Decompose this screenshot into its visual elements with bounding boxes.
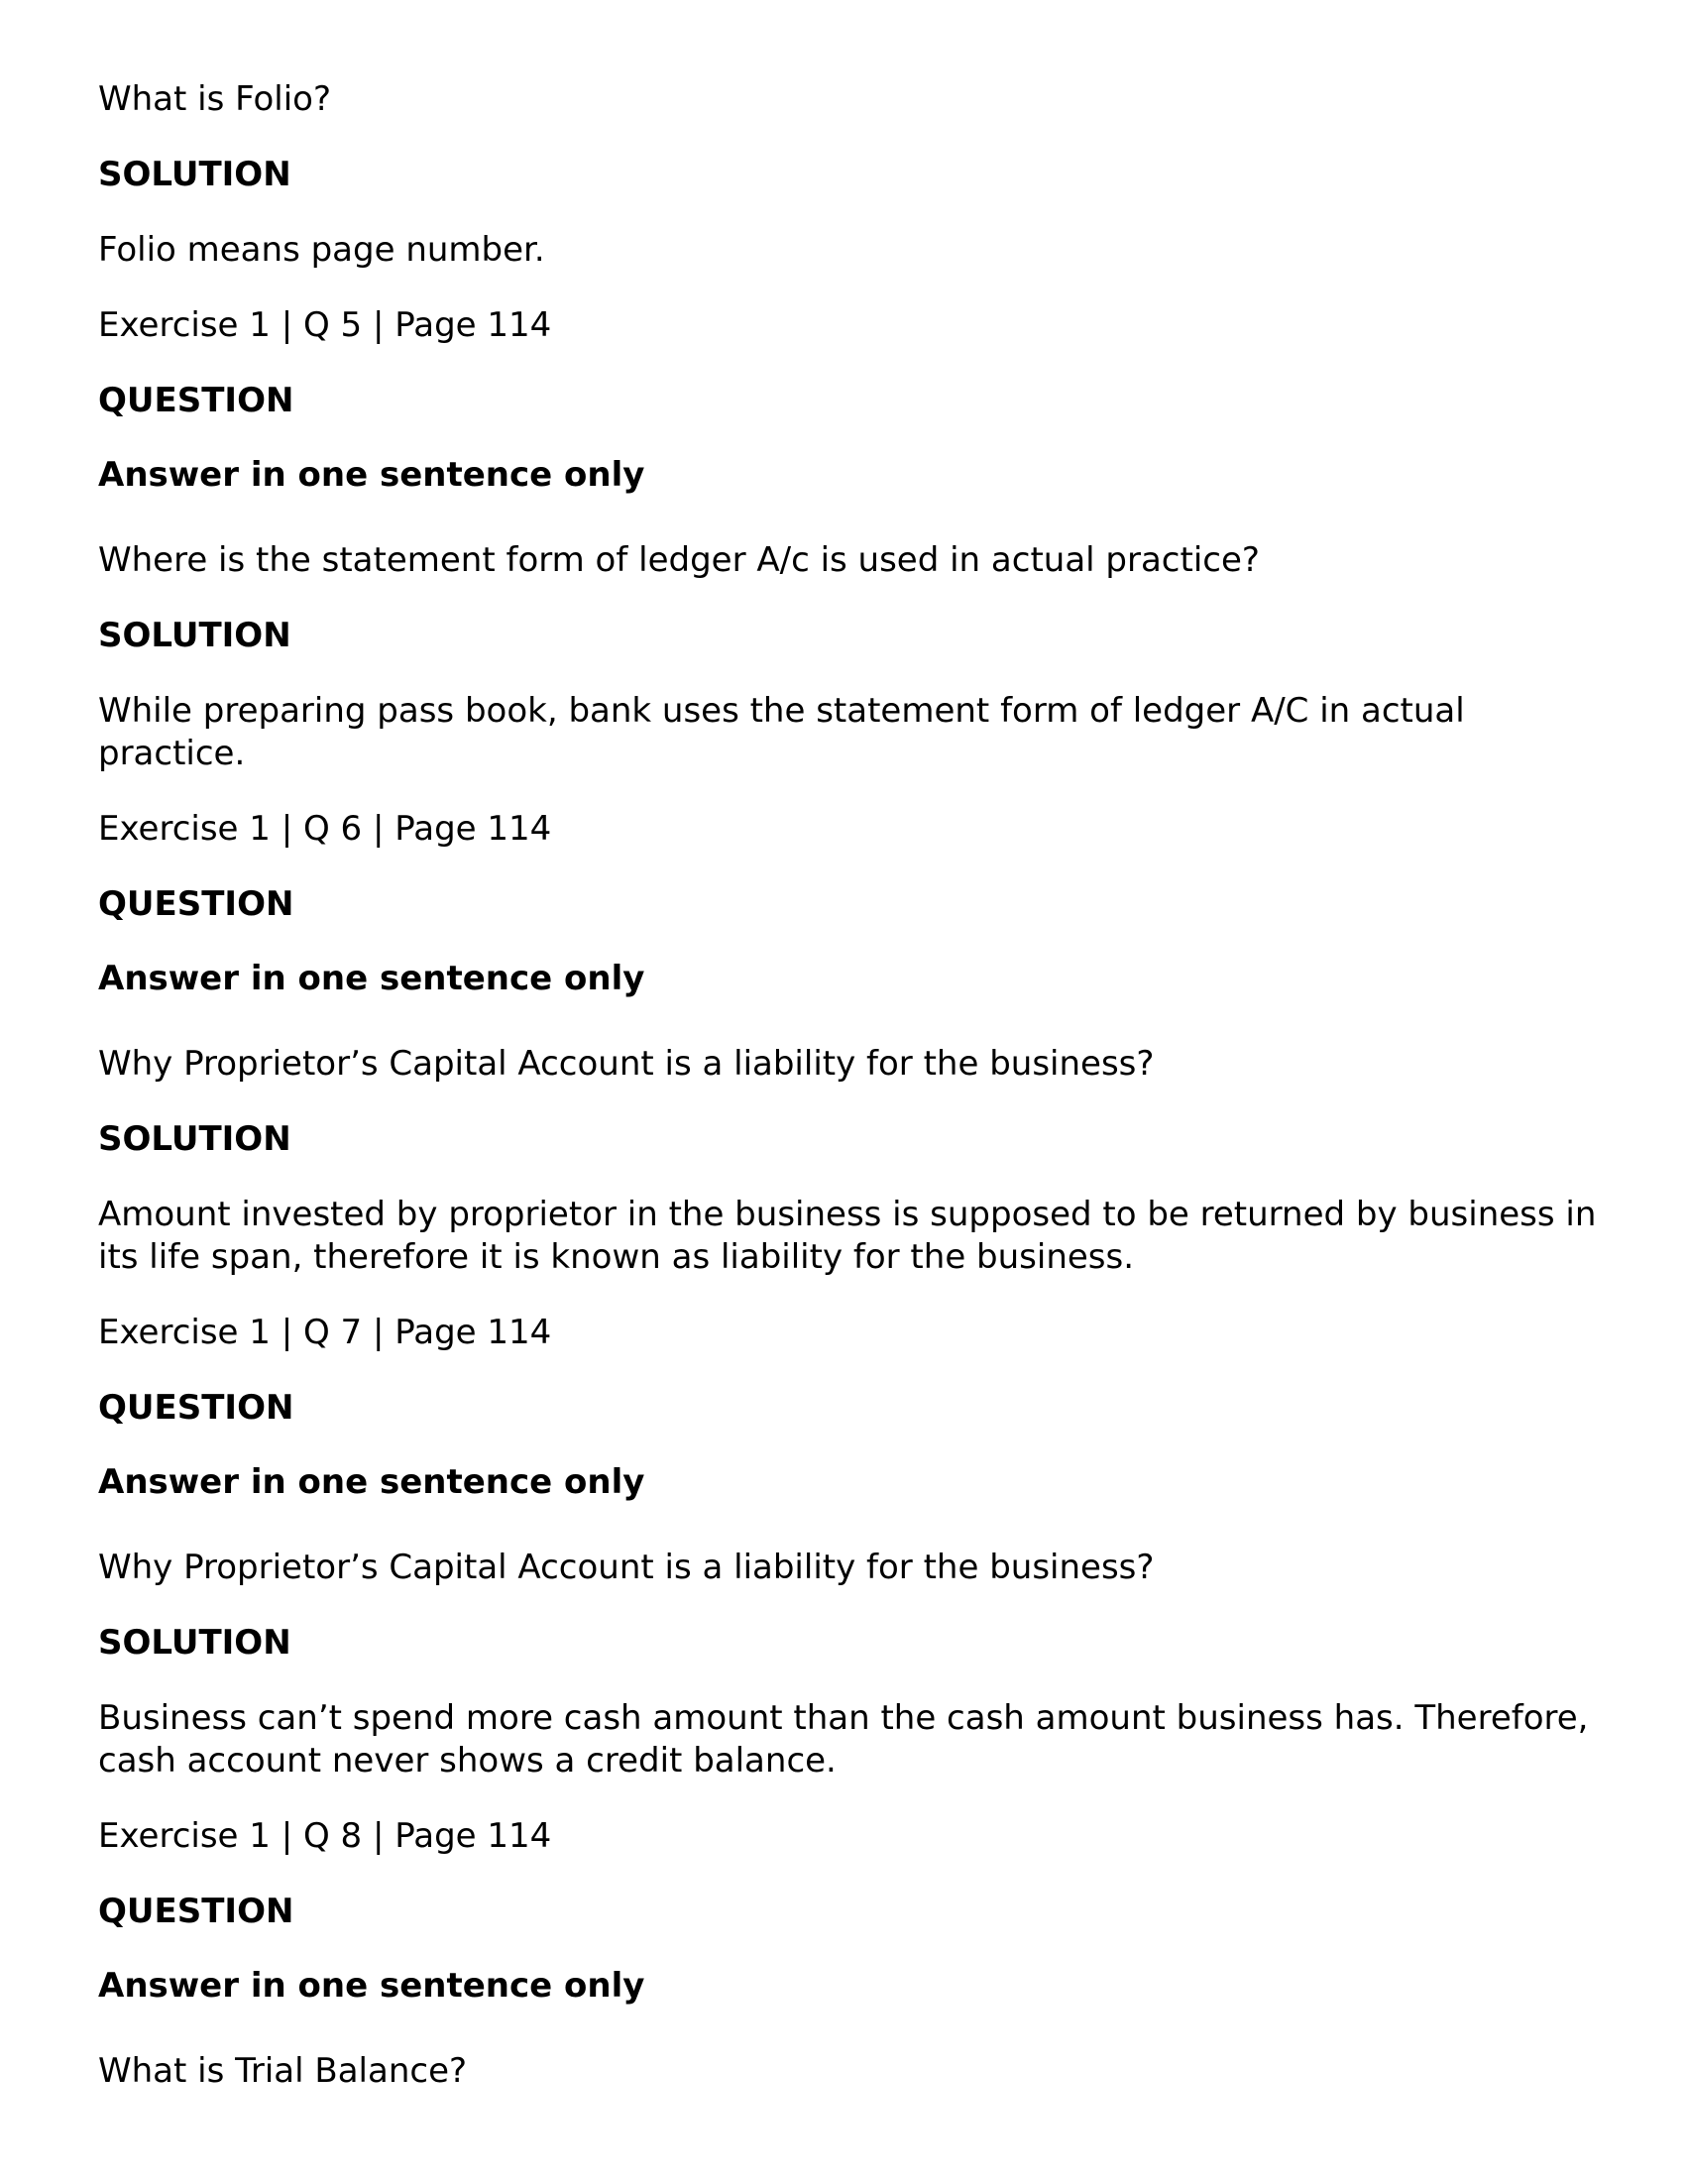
- question-text: Where is the statement form of ledger A/c is used in actual practice?: [98, 540, 1260, 580]
- solution-heading: SOLUTION: [98, 155, 291, 194]
- question-text: What is Folio?: [98, 79, 331, 119]
- question-text: Why Proprietor’s Capital Account is a liability for the business?: [98, 1044, 1155, 1084]
- exercise-reference: Exercise 1 | Q 8 | Page 114: [98, 1816, 552, 1856]
- solution-text: Folio means page number.: [98, 230, 545, 270]
- instruction-heading: Answer in one sentence only: [98, 1462, 645, 1502]
- solution-text: Business can’t spend more cash amount than the cash amount business has. Therefore, cash account never shows a credit balance.: [98, 1698, 1589, 1781]
- question-text: Why Proprietor’s Capital Account is a liability for the business?: [98, 1548, 1155, 1587]
- instruction-heading: Answer in one sentence only: [98, 1966, 645, 2006]
- question-heading: QUESTION: [98, 884, 294, 924]
- question-heading: QUESTION: [98, 381, 294, 420]
- question-heading: QUESTION: [98, 1388, 294, 1428]
- solution-heading: SOLUTION: [98, 616, 291, 655]
- exercise-reference: Exercise 1 | Q 6 | Page 114: [98, 809, 552, 849]
- solution-heading: SOLUTION: [98, 1623, 291, 1663]
- exercise-reference: Exercise 1 | Q 7 | Page 114: [98, 1313, 552, 1352]
- question-text: What is Trial Balance?: [98, 2051, 468, 2091]
- solution-heading: SOLUTION: [98, 1119, 291, 1159]
- solution-text: While preparing pass book, bank uses the statement form of ledger A/C in actual practice.: [98, 691, 1465, 773]
- exercise-reference: Exercise 1 | Q 5 | Page 114: [98, 305, 552, 345]
- question-heading: QUESTION: [98, 1892, 294, 1931]
- solution-text: Amount invested by proprietor in the business is supposed to be returned by business in its life span, therefore it is known as liability for the business.: [98, 1195, 1597, 1277]
- instruction-heading: Answer in one sentence only: [98, 455, 645, 495]
- instruction-heading: Answer in one sentence only: [98, 959, 645, 998]
